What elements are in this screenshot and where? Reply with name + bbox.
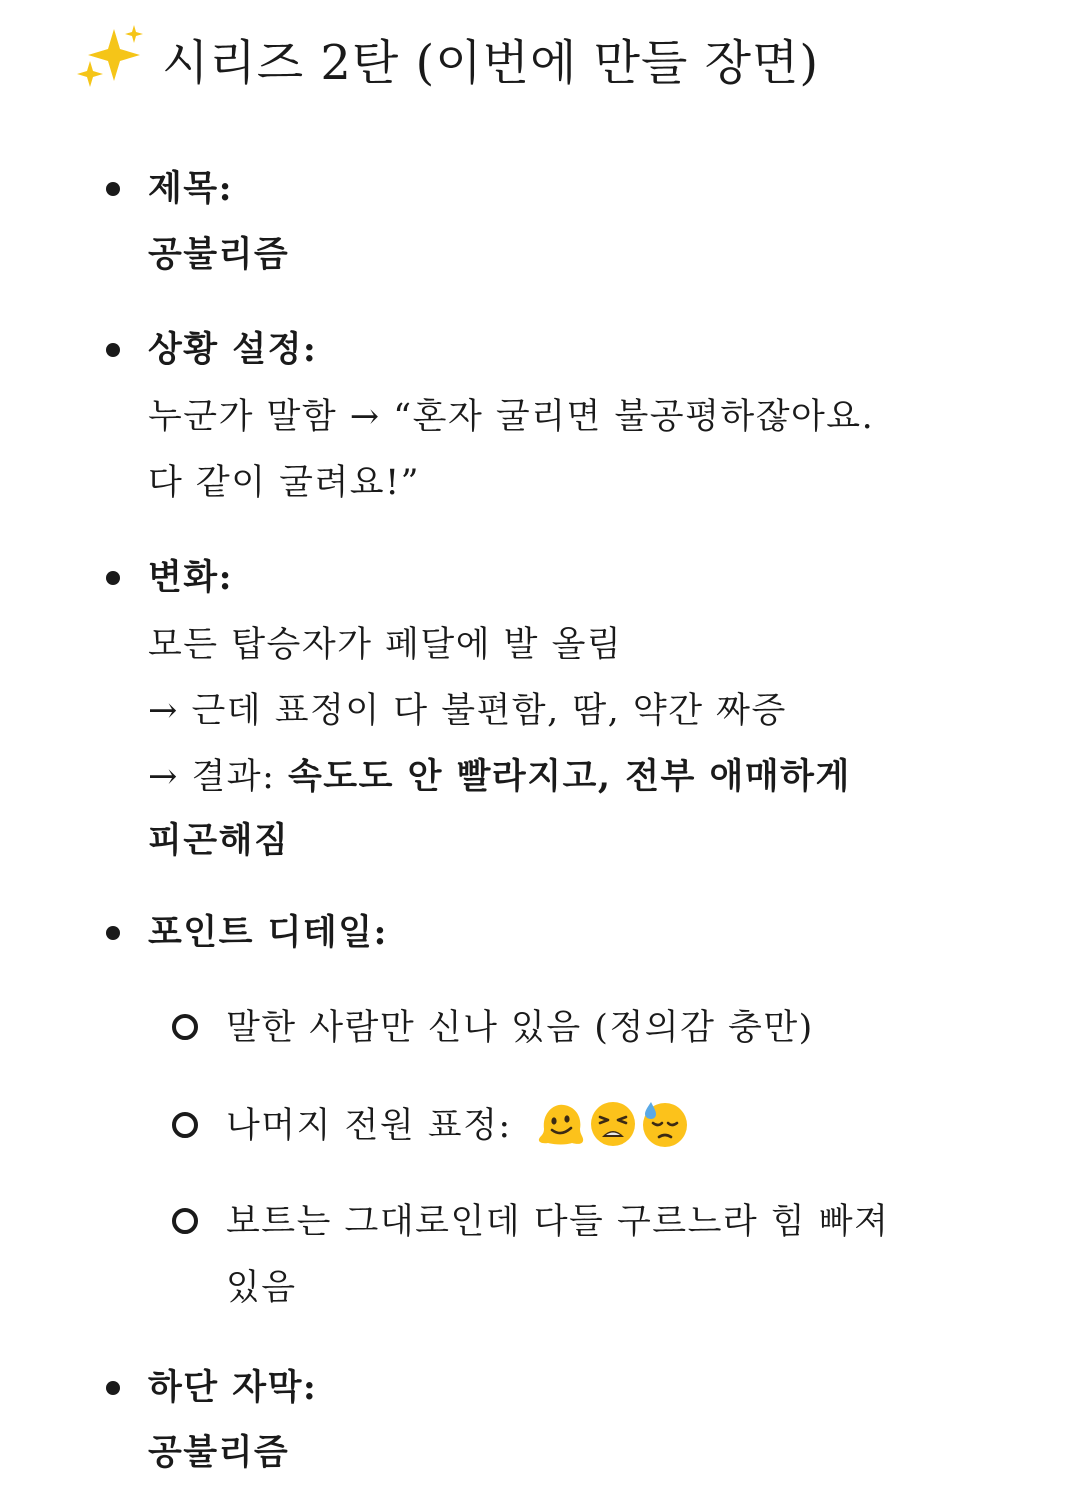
change-line-4: 피곤해짐 (148, 820, 290, 861)
sparkles-icon (72, 23, 148, 93)
point-item-3-line-1: 보트는 그대로인데 다들 구르느라 힘 빠져 (226, 1202, 890, 1242)
bullet-dot (106, 182, 120, 196)
section-label-title: 제목: (148, 168, 234, 209)
section-label-situation: 상황 설정: (148, 329, 318, 370)
bullet-dot (106, 343, 120, 357)
sub-bullet-circle (172, 1014, 198, 1040)
situation-line-1: 누군가 말함 → “혼자 굴리면 불공평하잖아요. (148, 397, 875, 437)
change-line-3-bold: 속도도 안 빨라지고, 전부 애매하게 (288, 756, 851, 797)
section-label-points: 포인트 디테일: (148, 912, 388, 953)
section-label-change: 변화: (148, 557, 234, 598)
change-line-3 (148, 744, 851, 810)
point-item-2 (226, 1093, 690, 1159)
change-line-2: → 근데 표정이 다 불편함, 땀, 약간 짜증 (148, 691, 787, 731)
bullet-dot (106, 926, 120, 940)
change-line-1: 모든 탑승자가 페달에 발 올림 (148, 625, 623, 665)
emoji-group (536, 1099, 690, 1149)
point-item-1: 말한 사람만 신나 있음 (정의감 충만) (226, 1008, 814, 1048)
point-item-2-text: 나머지 전원 표정: (226, 1106, 525, 1146)
point-item-3-line-2: 있음 (226, 1268, 297, 1308)
sub-bullet-circle (172, 1208, 198, 1234)
bullet-dot (106, 1381, 120, 1395)
section-label-caption: 하단 자막: (148, 1367, 318, 1408)
situation-line-2: 다 같이 굴려요!” (148, 463, 421, 503)
sub-bullet-circle (172, 1112, 198, 1138)
weary-face-icon (588, 1099, 638, 1149)
page-title (72, 18, 819, 98)
section-value-title: 공불리즘 (148, 234, 290, 275)
downcast-sweat-face-icon (640, 1099, 690, 1149)
section-value-caption: 공불리즘 (148, 1432, 290, 1473)
page-title-text: 시리즈 2탄 (이번에 만들 장면) (162, 34, 820, 91)
bullet-dot (106, 571, 120, 585)
melting-face-icon (536, 1099, 586, 1149)
change-line-3-prefix: → 결과: (148, 757, 288, 797)
